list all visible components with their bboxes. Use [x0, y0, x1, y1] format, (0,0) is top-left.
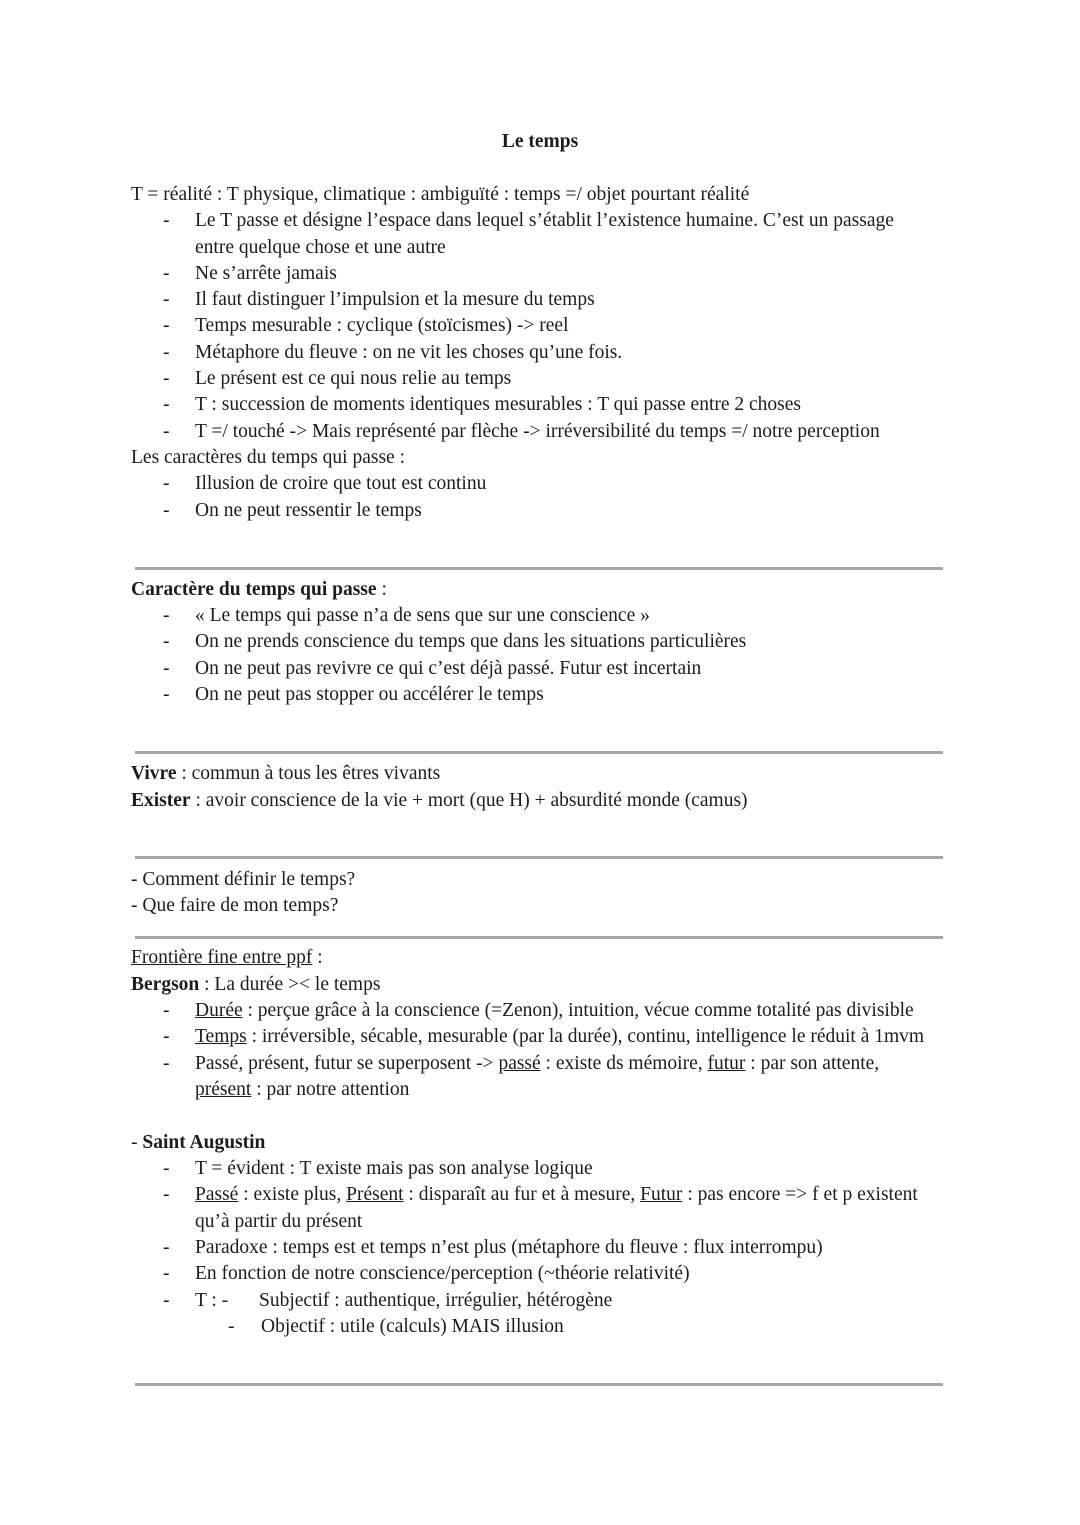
list-item: - Le présent est ce qui nous relie au temps: [163, 368, 512, 389]
list-item: - T =/ touché -> Mais représenté par flèche -> irréversibilité du temps =/ notre perception: [163, 421, 880, 442]
list-item: - Ne s’arrête jamais: [163, 263, 337, 284]
list-item: - On ne peut pas stopper ou accélérer le temps: [163, 684, 544, 705]
page-title: Le temps: [501, 131, 579, 152]
list-item: - On ne peut ressentir le temps: [163, 500, 422, 521]
list-item: - Il faut distinguer l’impulsion et la mesure du temps: [163, 289, 595, 310]
list-item: - Durée : perçue grâce à la conscience (=Zenon), intuition, vécue comme totalité pas divisible: [163, 1000, 914, 1021]
list-item: - En fonction de notre conscience/perception (~théorie relativité): [163, 1263, 690, 1284]
question: - Que faire de mon temps?: [131, 895, 339, 916]
list-item: - Paradoxe : temps est et temps n’est plus (métaphore du fleuve : flux interrompu): [163, 1237, 823, 1258]
augustin-heading: - Saint Augustin: [131, 1132, 266, 1153]
list-item: - Passé, présent, futur se superposent -> passé : existe ds mémoire, futur : par son attente,: [163, 1053, 880, 1074]
intro-line: T = réalité : T physique, climatique : ambiguïté : temps =/ objet pourtant réalité: [131, 184, 750, 205]
section-divider: [135, 751, 943, 754]
definition-exister: Exister : avoir conscience de la vie + mort (que H) + absurdité monde (camus): [131, 790, 748, 811]
section-divider: [135, 1383, 943, 1386]
list-item: - Métaphore du fleuve : on ne vit les choses qu’une fois.: [163, 342, 623, 363]
list-item: - Temps mesurable : cyclique (stoïcismes) -> reel: [163, 315, 569, 336]
list-item: - On ne peut pas revivre ce qui c’est déjà passé. Futur est incertain: [163, 658, 702, 679]
caracteres-line: Les caractères du temps qui passe :: [131, 447, 405, 468]
list-item: - T : - Subjectif : authentique, irrégulier, hétérogène: [163, 1290, 613, 1311]
list-item: - Le T passe et désigne l’espace dans lequel s’établit l’existence humaine. C’est un passage: [163, 210, 894, 231]
section-divider: [135, 567, 943, 570]
list-item: - Illusion de croire que tout est continu: [163, 473, 487, 494]
section-divider: [135, 936, 943, 939]
list-item: - T = évident : T existe mais pas son analyse logique: [163, 1158, 593, 1179]
list-item-continuation: présent : par notre attention: [195, 1079, 410, 1100]
list-item-continuation: entre quelque chose et une autre: [195, 237, 446, 258]
question: - Comment définir le temps?: [131, 869, 356, 890]
sub-list-item: - Objectif : utile (calculs) MAIS illusion: [228, 1316, 564, 1337]
definition-vivre: Vivre : commun à tous les êtres vivants: [131, 763, 441, 784]
bergson-heading: Bergson : La durée >< le temps: [131, 974, 381, 995]
list-item: - « Le temps qui passe n’a de sens que sur une conscience »: [163, 605, 650, 626]
list-item: - T : succession de moments identiques mesurables : T qui passe entre 2 choses: [163, 394, 802, 415]
list-item: - Temps : irréversible, sécable, mesurable (par la durée), continu, intelligence le réduit à 1mvm: [163, 1026, 925, 1047]
frontiere-line: Frontière fine entre ppf :: [131, 947, 323, 968]
list-item-continuation: qu’à partir du présent: [195, 1211, 363, 1232]
list-item: - On ne prends conscience du temps que dans les situations particulières: [163, 631, 747, 652]
section-divider: [135, 856, 943, 859]
section-heading: Caractère du temps qui passe :: [131, 579, 387, 600]
list-item: - Passé : existe plus, Présent : disparaît au fur et à mesure, Futur : pas encore => f et p existent: [163, 1184, 918, 1205]
